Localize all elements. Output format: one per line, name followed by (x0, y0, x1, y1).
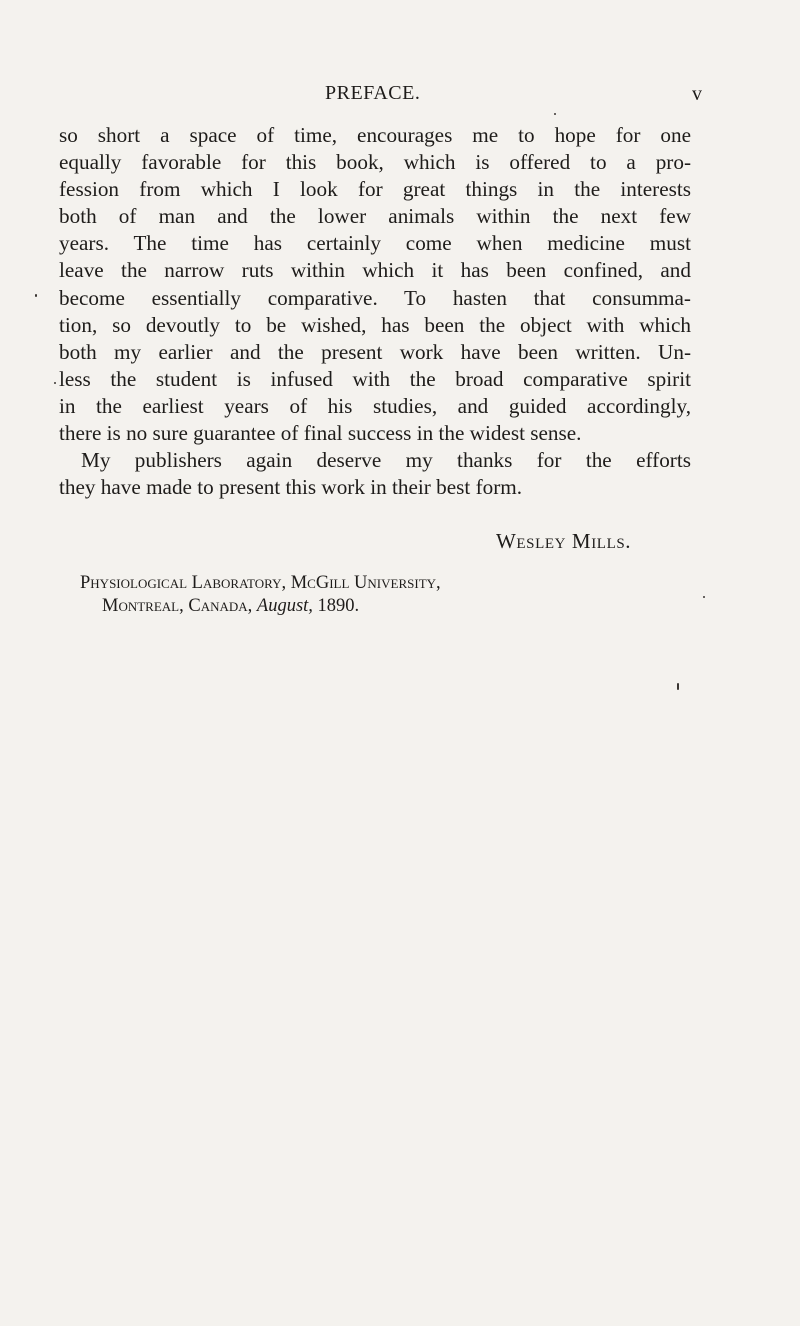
preface-body (59, 122, 691, 501)
ink-speck (554, 113, 556, 115)
text-line: become essentially comparative. To hasten that consumma- (59, 285, 691, 310)
address-month: August, (256, 596, 313, 616)
address-place: Montreal, Canada, (102, 596, 253, 616)
address-block (80, 572, 441, 618)
ink-speck (35, 294, 37, 297)
text-line: in the earliest years of his studies, and guided accordingly, (59, 393, 691, 418)
text-line: so short a space of time, encourages me to hope for one (59, 123, 691, 147)
running-title: PREFACE. (325, 82, 421, 104)
text-line: there is no sure guarantee of final success in the widest sense. (59, 421, 582, 446)
text-line: equally favorable for this book, which is offered to a pro- (59, 150, 691, 175)
paragraph (59, 447, 691, 501)
text-line: they have made to present this work in their best form. (59, 475, 523, 500)
author-signature: Wesley Mills. (496, 529, 632, 553)
address-line: Physiological Laboratory, McGill University, (80, 573, 441, 593)
ink-speck (54, 382, 56, 384)
text-line: leave the narrow ruts within which it has been confined, and (59, 258, 691, 283)
text-line: My publishers again deserve my thanks for the efforts (81, 448, 691, 473)
text-line: fession from which I look for great things in the interests (59, 177, 691, 202)
address-date-line (80, 595, 441, 618)
running-head (0, 82, 800, 112)
text-line: tion, so devoutly to be wished, has been the object with which (59, 312, 691, 337)
text-line: less the student is infused with the broad comparative spirit (59, 366, 691, 391)
text-line: both of man and the lower animals within the next few (59, 204, 691, 229)
address-year: 1890. (317, 596, 360, 616)
paragraph (59, 122, 691, 447)
page-number: v (692, 83, 702, 105)
text-line: both my earlier and the present work have been written. Un- (59, 339, 691, 364)
ink-speck (703, 596, 705, 598)
ink-speck (677, 683, 679, 690)
text-line: years. The time has certainly come when medicine must (59, 231, 691, 256)
